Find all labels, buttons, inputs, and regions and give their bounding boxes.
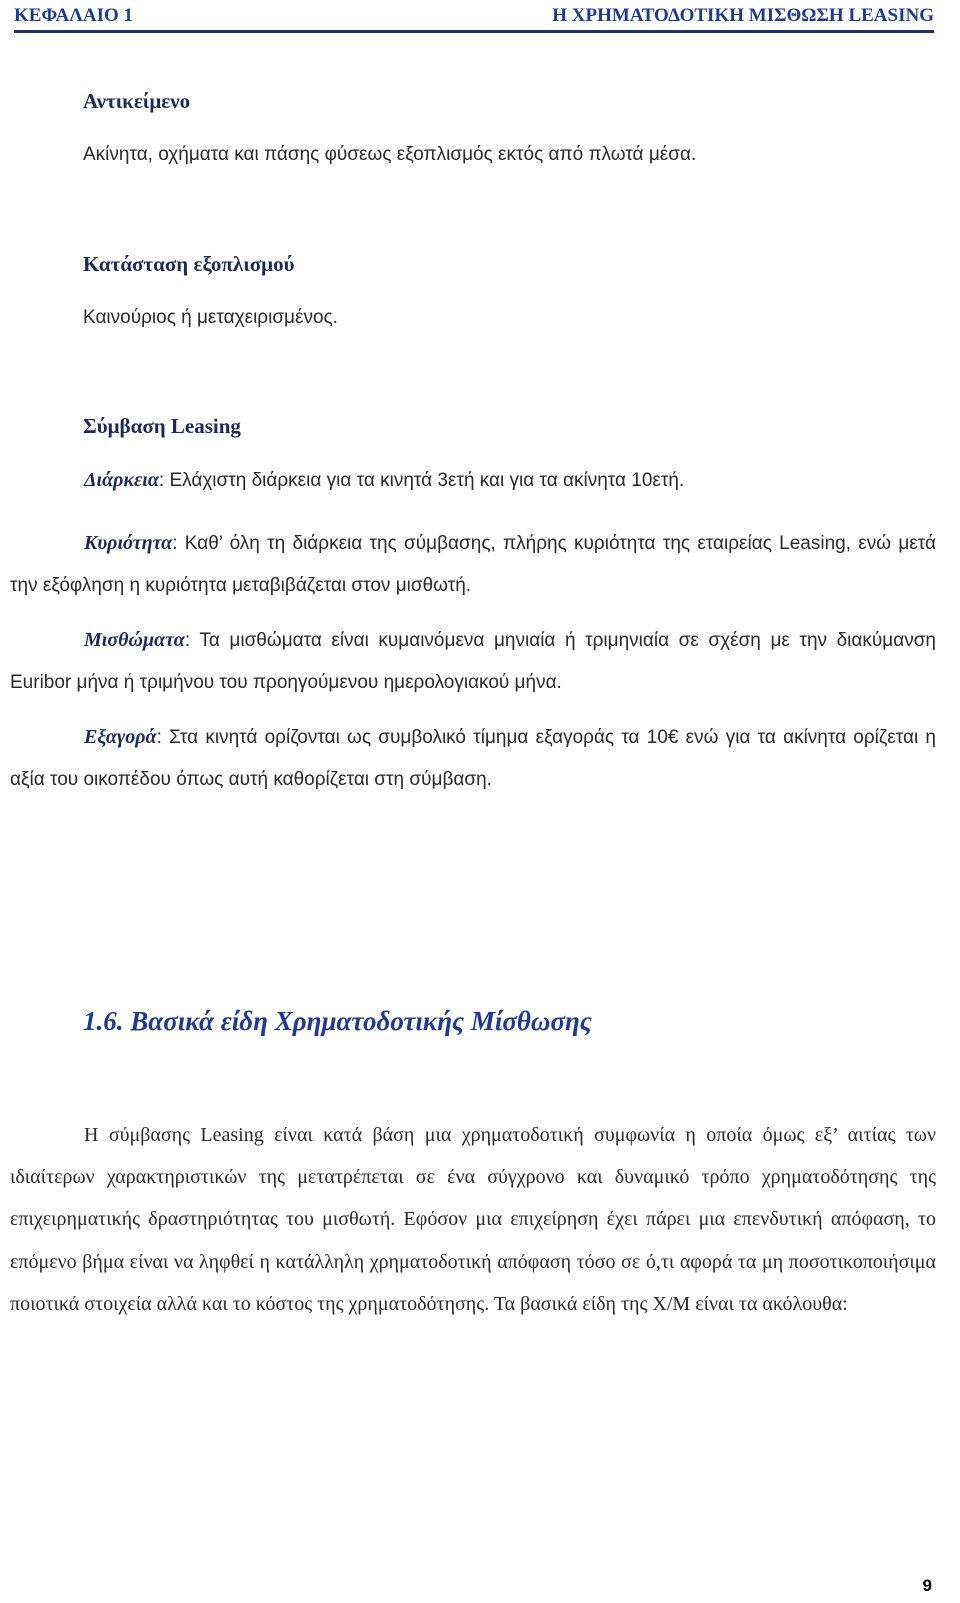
paragraph-ownership <box>10 522 936 607</box>
heading-contract: Σύμβαση Leasing <box>83 414 241 438</box>
running-title: Η ΧΡΗΜΑΤΟΔΟΤΙΚΗ ΜΙΣΘΩΣΗ LEASING <box>552 5 934 26</box>
heading-equipment-state: Κατάσταση εξοπλισμού <box>83 252 295 276</box>
term-duration: Διάρκεια <box>84 469 159 491</box>
page-header <box>14 4 934 33</box>
term-buyout: Εξαγορά <box>84 726 157 748</box>
text-rents: : Τα μισθώματα είναι κυμαινόμενα μηνιαία ή τριμηνιαία σε σχέση με την διακύμανση Euribor μήνα ή τριμήνου του προηγούμενου ημερολογιακού μήνα. <box>10 630 936 693</box>
term-ownership: Κυριότητα <box>84 532 173 554</box>
chapter-label: ΚΕΦΑΛΑΙΟ 1 <box>14 5 134 26</box>
paragraph-buyout <box>10 716 936 801</box>
paragraph-section-1-6: Η σύμβασης Leasing είναι κατά βάση μια χρηματοδοτική συμφωνία η οποία όμως εξ’ αιτίας των ιδιαίτερων χαρακτηριστικών της μετατρέπεται σε ένα σύγχρονο και δυναμικό τρόπο χρηματοδότησης της επιχειρηματικής δραστηριότητας του μισθωτή. Εφόσον μια επιχείρηση έχει πάρει μια επενδυτική απόφαση, το επόμενο βήμα είναι να ληφθεί η κατάλληλη χρηματοδοτική απόφαση τόσο σε ό,τι αφορά τα μη ποσοτικοποιήσιμα ποιοτικά στοιχεία αλλά και το κόστος της χρηματοδότησης. Τα βασικά είδη της Χ/Μ είναι τα ακόλουθα: <box>10 1124 936 1315</box>
text-buyout: : Στα κινητά ορίζονται ως συμβολικό τίμημα εξαγοράς τα 10€ ενώ για τα ακίνητα ορίζεται η αξία του οικοπέδου όπως αυτή καθορίζεται στη σύμβαση. <box>10 727 936 790</box>
heading-object: Αντικείμενο <box>83 89 191 113</box>
text-duration: : Ελάχιστη διάρκεια για τα κινητά 3ετή και για τα ακίνητα 10ετή. <box>158 470 685 491</box>
paragraph-rents <box>10 619 936 704</box>
paragraph-duration <box>10 468 936 493</box>
text-equipment-state: Καινούριος ή μεταχειρισμένος. <box>83 307 338 328</box>
page-number: 9 <box>922 1576 932 1595</box>
section-title-1-6: 1.6. Βασικά είδη Χρηματοδοτικής Μίσθωσης <box>83 1006 592 1036</box>
text-object: Ακίνητα, οχήματα και πάσης φύσεως εξοπλισμός εκτός από πλωτά μέσα. <box>83 144 697 165</box>
term-rents: Μισθώματα <box>84 629 185 651</box>
text-ownership: : Καθ’ όλη τη διάρκεια της σύμβασης, πλήρης κυριότητα της εταιρείας Leasing, ενώ μετά την εξόφληση η κυριότητα μεταβιβάζεται στον μισθωτή. <box>10 533 936 596</box>
